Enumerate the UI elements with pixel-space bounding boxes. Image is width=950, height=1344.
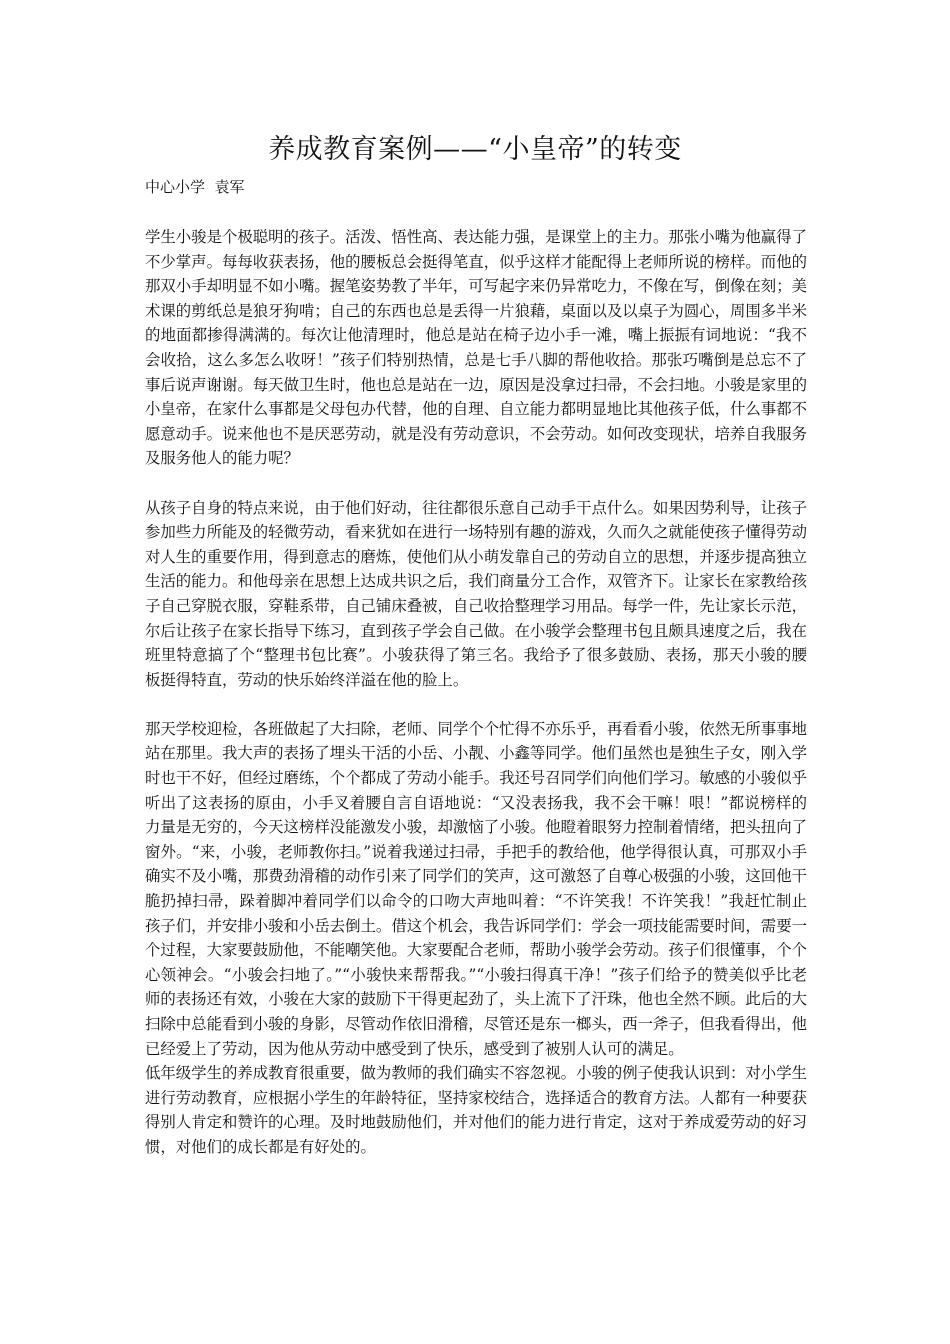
paragraph-4: 低年级学生的养成教育很重要，做为教师的我们确实不容忽视。小骏的例子使我认识到：对小学生进行劳动教育，应根据小学生的年龄特征，坚持家校结合，选择适合的教育方法。人都有一种要获得别人肯定和赞许的心理。及时地鼓励他们，并对他们的能力进行肯定，这对于养成爱劳动的好习惯，对他们的成长都是有好处的。 bbox=[145, 1064, 807, 1156]
paragraph-3: 那天学校迎检，各班做起了大扫除，老师、同学个个忙得不亦乐乎，再看看小骏，依然无所事事地站在那里。我大声的表扬了埋头干活的小岳、小靓、小鑫等同学。他们虽然也是独生子女，刚入学时也干不好，但经过磨练，个个都成了劳动小能手。我还号召同学们向他们学习。敏感的小骏似乎听出了这表扬的原由，小手叉着腰自言自语地说：“又没表扬我，我不会干嘛！哏！”都说榜样的力量是无穷的，今天这榜样没能激发小骏，却激恼了小骏。他瞪着眼努力控制着情绪，把头扭向了窗外。“来，小骏，老师教你扫。”说着我递过扫帚，手把手的教给他，他学得很认真，可那双小手确实不及小嘴，那费劲滑稽的动作引来了同学们的笑声，这可激怒了自尊心极强的小骏，这回他干脆扔掉扫帚，跺着脚冲着同学们以命令的口吻大声地叫着：“不许笑我！不许笑我！”我赶忙制止孩子们，并安排小骏和小岳去倒土。借这个机会，我告诉同学们：学会一项技能需要时间，需要一个过程，大家要鼓励他，不能嘲笑他。大家要配合老师，帮助小骏学会劳动。孩子们很懂事，个个心领神会。“小骏会扫地了。”“小骏快来帮帮我。”“小骏扫得真干净！”孩子们给予的赞美似乎比老师的表扬还有效，小骏在大家的鼓励下干得更起劲了，头上流下了汗珠，他也全然不顾。此后的大扫除中总能看到小骏的身影，尽管动作依旧滑稽，尽管还是东一榔头，西一斧子，但我看得出，他已经爱上了劳动，因为他从劳动中感受到了快乐，感受到了被别人认可的满足。 bbox=[145, 719, 807, 1058]
paragraph-2: 从孩子自身的特点来说，由于他们好动，往往都很乐意自己动手干点什么。如果因势利导，让孩子参加些力所能及的轻微劳动，看来犹如在进行一场特别有趣的游戏，久而久之就能使孩子懂得劳动对人生的重要作用，得到意志的磨炼，使他们从小萌发靠自己的劳动自立的思想，并逐步提高独立生活的能力。和他母亲在思想上达成共识之后，我们商量分工合作，双管齐下。让家长在家教给孩子自己穿脱衣服，穿鞋系带，自己铺床叠被，自己收拾整理学习用品。每学一件，先让家长示范，尔后让孩子在家长指导下练习，直到孩子学会自己做。在小骏学会整理书包且颇具速度之后，我在班里特意搞了个“整理书包比赛”。小骏获得了第三名。我给予了很多鼓励、表扬，那天小骏的腰板挺得特直，劳动的快乐始终洋溢在他的脸上。 bbox=[145, 498, 807, 689]
paragraph-1: 学生小骏是个极聪明的孩子。活泼、悟性高、表达能力强，是课堂上的主力。那张小嘴为他赢得了不少掌声。每每收获表扬，他的腰板总会挺得笔直，似乎这样才能配得上老师所说的榜样。而他的那双小手却明显不如小嘴。握笔姿势教了半年，可写起字来仍异常吃力，不像在写，倒像在刻；美术课的剪纸总是狼牙狗啃；自己的东西也总是丢得一片狼藉，桌面以及以桌子为圆心，周围多半米的地面都掺得满满的。每次让他清理时，他总是站在椅子边小手一滩，嘴上振振有词地说：“我不会收拾，这么多怎么收呀！”孩子们特别热情，总是七手八脚的帮他收拾。那张巧嘴倒是总忘不了事后说声谢谢。每天做卫生时，他也总是站在一边，原因是没拿过扫帚，不会扫地。小骏是家里的小皇帝，在家什么事都是父母包办代替，他的自理、自立能力都明显地比其他孩子低，什么事都不愿意动手。说来他也不是厌恶劳动，就是没有劳动意识，不会劳动。如何改变现状，培养自我服务及服务他人的能力呢？ bbox=[145, 228, 807, 468]
document-body bbox=[145, 225, 807, 1160]
document-title: 养成教育案例——“小皇帝”的转变 bbox=[268, 134, 682, 165]
document-author: 中心小学 袁军 bbox=[145, 178, 245, 196]
